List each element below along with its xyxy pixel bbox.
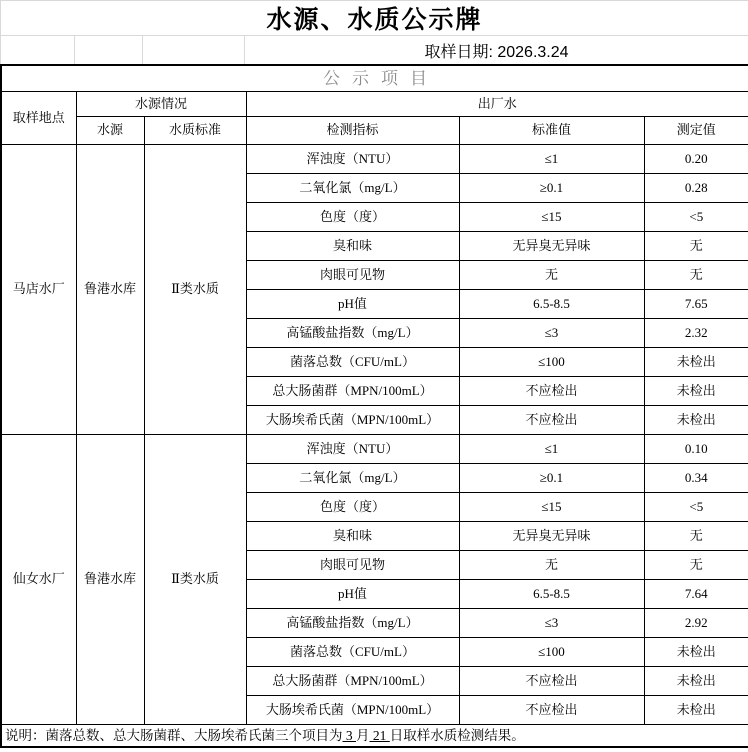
measured-value-cell: 未检出 (644, 348, 748, 377)
note-suffix: 日取样水质检测结果。 (389, 727, 525, 743)
indicator-name-cell: 二氧化氯（mg/L） (246, 464, 459, 493)
header-effluent-group: 出厂水 (246, 92, 748, 117)
water-source-cell: 鲁港水库 (76, 145, 144, 435)
header-row-1 (1, 92, 748, 117)
measured-value-cell: 未检出 (644, 667, 748, 696)
note-text (1, 725, 748, 748)
standard-value-cell: 6.5-8.5 (459, 290, 644, 319)
indicator-name-cell: 臭和味 (246, 522, 459, 551)
measured-value-cell: 无 (644, 261, 748, 290)
standard-value-cell: 6.5-8.5 (459, 580, 644, 609)
measured-value-cell: 0.10 (644, 435, 748, 464)
standard-value-cell: ≤1 (459, 145, 644, 174)
water-source-cell: 鲁港水库 (76, 435, 144, 725)
note-prefix: 说明：菌落总数、总大肠菌群、大肠埃希氏菌三个项目为 (5, 727, 343, 743)
table-row (1, 145, 748, 174)
water-quality-cell: Ⅱ类水质 (144, 145, 246, 435)
indicator-name-cell: 大肠埃希氏菌（MPN/100mL） (246, 406, 459, 435)
indicator-name-cell: pH值 (246, 580, 459, 609)
measured-value-cell: 2.32 (644, 319, 748, 348)
water-quality-cell: Ⅱ类水质 (144, 435, 246, 725)
indicator-name-cell: 肉眼可见物 (246, 261, 459, 290)
measured-value-cell: 未检出 (644, 406, 748, 435)
standard-value-cell: 不应检出 (459, 377, 644, 406)
header-standard: 水质标准 (144, 117, 246, 145)
standard-value-cell: ≥0.1 (459, 174, 644, 203)
measured-value-cell: <5 (644, 203, 748, 232)
grid-spacer (143, 36, 245, 64)
standard-value-cell: 无 (459, 261, 644, 290)
indicator-name-cell: 浑浊度（NTU） (246, 145, 459, 174)
standard-value-cell: 无异臭无异味 (459, 522, 644, 551)
indicator-name-cell: pH值 (246, 290, 459, 319)
note-month-value: 3 (342, 727, 356, 743)
measured-value-cell: 未检出 (644, 638, 748, 667)
indicator-name-cell: 色度（度） (246, 493, 459, 522)
table-body (1, 145, 748, 725)
header-source-group: 水源情况 (76, 92, 246, 117)
indicator-name-cell: 菌落总数（CFU/mL） (246, 638, 459, 667)
standard-value-cell: ≤15 (459, 203, 644, 232)
section-title: 公示项目 (1, 65, 748, 92)
note-month-label: 月 (356, 727, 370, 743)
indicator-name-cell: 菌落总数（CFU/mL） (246, 348, 459, 377)
header-row-2 (1, 117, 748, 145)
standard-value-cell: ≤100 (459, 348, 644, 377)
indicator-name-cell: 高锰酸盐指数（mg/L） (246, 609, 459, 638)
plant-location-cell: 马店水厂 (1, 145, 76, 435)
standard-value-cell: 无 (459, 551, 644, 580)
measured-value-cell: 0.28 (644, 174, 748, 203)
note-row (1, 725, 748, 748)
sample-date: 取样日期: 2026.3.24 (424, 43, 569, 61)
standard-value-cell: 无异臭无异味 (459, 232, 644, 261)
standard-value-cell: ≤15 (459, 493, 644, 522)
measured-value-cell: 0.34 (644, 464, 748, 493)
measured-value-cell: <5 (644, 493, 748, 522)
standard-value-cell: 不应检出 (459, 696, 644, 725)
grid-spacer (75, 36, 143, 64)
indicator-name-cell: 总大肠菌群（MPN/100mL） (246, 377, 459, 406)
measured-value-cell: 7.65 (644, 290, 748, 319)
indicator-name-cell: 肉眼可见物 (246, 551, 459, 580)
section-title-row (1, 65, 748, 92)
measured-value-cell: 未检出 (644, 377, 748, 406)
header-standard-value: 标准值 (459, 117, 644, 145)
indicator-name-cell: 大肠埃希氏菌（MPN/100mL） (246, 696, 459, 725)
measured-value-cell: 无 (644, 551, 748, 580)
measured-value-cell: 未检出 (644, 696, 748, 725)
grid-spacer (0, 36, 75, 64)
plant-location-cell: 仙女水厂 (1, 435, 76, 725)
standard-value-cell: ≤3 (459, 319, 644, 348)
indicator-name-cell: 高锰酸盐指数（mg/L） (246, 319, 459, 348)
measured-value-cell: 7.64 (644, 580, 748, 609)
standard-value-cell: 不应检出 (459, 406, 644, 435)
water-quality-table (0, 64, 748, 748)
indicator-name-cell: 总大肠菌群（MPN/100mL） (246, 667, 459, 696)
measured-value-cell: 无 (644, 232, 748, 261)
standard-value-cell: ≤1 (459, 435, 644, 464)
note-day-value: 21 (369, 727, 390, 743)
indicator-name-cell: 色度（度） (246, 203, 459, 232)
page-title: 水源、水质公示牌 (266, 5, 483, 34)
indicator-name-cell: 浑浊度（NTU） (246, 435, 459, 464)
standard-value-cell: ≤100 (459, 638, 644, 667)
indicator-name-cell: 二氧化氯（mg/L） (246, 174, 459, 203)
standard-value-cell: ≤3 (459, 609, 644, 638)
measured-value-cell: 0.20 (644, 145, 748, 174)
header-source: 水源 (76, 117, 144, 145)
title-row (0, 0, 748, 36)
table-row (1, 435, 748, 464)
header-indicator: 检测指标 (246, 117, 459, 145)
header-location: 取样地点 (1, 92, 76, 145)
header-measured-value: 测定值 (644, 117, 748, 145)
standard-value-cell: 不应检出 (459, 667, 644, 696)
measured-value-cell: 无 (644, 522, 748, 551)
sample-date-row (0, 36, 748, 64)
measured-value-cell: 2.92 (644, 609, 748, 638)
indicator-name-cell: 臭和味 (246, 232, 459, 261)
standard-value-cell: ≥0.1 (459, 464, 644, 493)
